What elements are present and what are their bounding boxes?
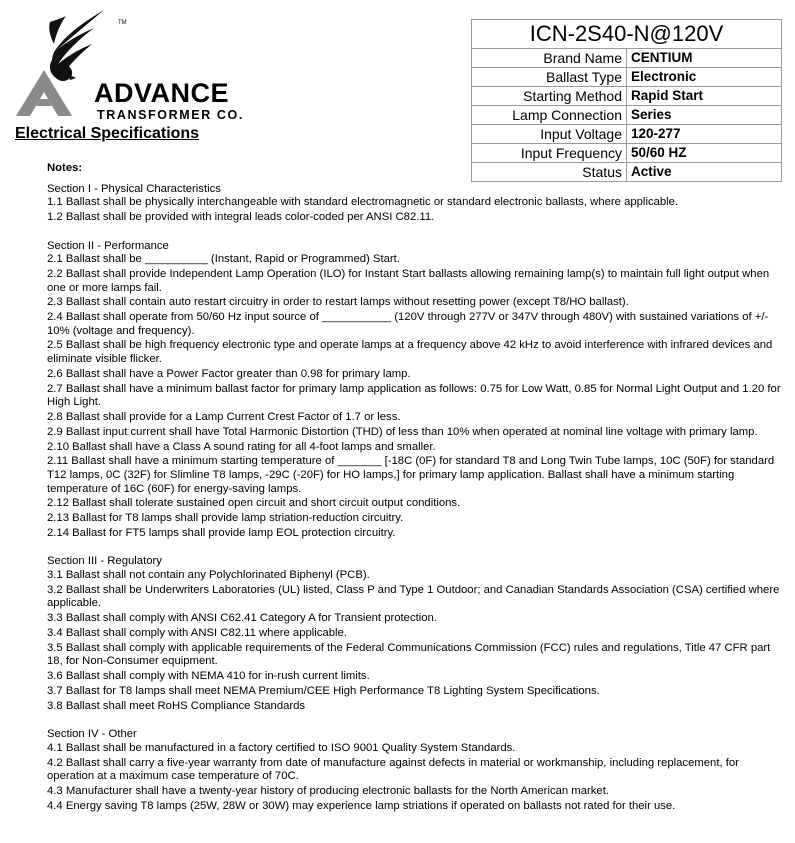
spec-item: 3.1 Ballast shall not contain any Polychlorinated Biphenyl (PCB). (47, 569, 370, 582)
spec-value: 50/60 HZ (627, 144, 782, 163)
trademark-mark: TM (118, 20, 127, 26)
spec-item: 2.5 Ballast shall be high frequency electronic type and operate lamps at a frequency above 42 kHz to avoid interference with infrared devices and eliminate visible flicker. (47, 339, 773, 366)
spec-item: 4.4 Energy saving T8 lamps (25W, 28W or 30W) may experience lamp striations if operated on ballasts not rated for their use. (47, 799, 676, 812)
spec-item: 1.1 Ballast shall be physically interchangeable with standard electromagnetic or standard electronic ballasts, where applicable. (47, 196, 679, 209)
section-performance (47, 240, 787, 541)
spec-item: 2.6 Ballast shall have a Power Factor greater than 0.98 for primary lamp. (47, 367, 411, 380)
spec-item: 4.2 Ballast shall carry a five-year warranty from date of manufacture against defects in material or workmanship, including replacement, for operation at a maximum case temperature of 70C. (47, 756, 739, 783)
model-row (472, 20, 782, 49)
section-title: Section I - Physical Characteristics (47, 182, 221, 195)
spec-item: 3.7 Ballast for T8 lamps shall meet NEMA Premium/CEE High Performance T8 Lighting System Specifications. (47, 684, 600, 697)
logo-company-subline: TRANSFORMER CO. (97, 108, 244, 122)
spec-item: 2.10 Ballast shall have a Class A sound rating for all 4-foot lamps and smaller. (47, 440, 436, 453)
spec-row (472, 106, 782, 125)
section-title: Section III - Regulatory (47, 555, 162, 568)
spec-item: 2.4 Ballast shall operate from 50/60 Hz input source of ___________ (120V through 277V or 347V through 480V) with sustained variations of +/- 10% (voltage and frequency). (47, 311, 769, 337)
spec-label: Input Frequency (472, 144, 627, 163)
spec-value: Electronic (627, 68, 782, 87)
spec-table (471, 19, 782, 182)
section-regulatory (47, 555, 787, 713)
spec-item: 3.3 Ballast shall comply with ANSI C62.41 Category A for Transient protection. (47, 612, 437, 625)
logo-company-name: ADVANCE (94, 78, 230, 108)
model-number: ICN-2S40-N@120V (472, 20, 782, 49)
spec-value: Series (627, 106, 782, 125)
spec-value: 120-277 (627, 125, 782, 144)
spec-label: Input Voltage (472, 125, 627, 144)
spec-row (472, 125, 782, 144)
section-other (47, 728, 787, 813)
notes-heading: Notes: (47, 162, 83, 174)
notes (47, 162, 787, 828)
page-title: Electrical Specifications (15, 125, 200, 142)
spec-item: 2.13 Ballast for T8 lamps shall provide lamp striation-reduction circuitry. (47, 512, 404, 525)
spec-item: 2.7 Ballast shall have a minimum ballast factor for primary lamp application as follows: 0.75 for Low Watt, 0.85 for Normal Light Output and 1.20 for High Light. (47, 382, 781, 409)
spec-item: 3.4 Ballast shall comply with ANSI C82.11 where applicable. (47, 627, 347, 639)
section-physical (47, 183, 787, 225)
spec-item: 2.2 Ballast shall provide Independent Lamp Operation (ILO) for Instant Start ballasts allowing remaining lamp(s) to maintain full light output when one or more lamps fail. (47, 267, 770, 294)
spec-label: Status (472, 163, 627, 182)
spec-item: 2.3 Ballast shall contain auto restart circuitry in order to restart lamps without resetting power (except T8/HO ballast). (47, 296, 629, 309)
spec-item: 2.14 Ballast for FT5 lamps shall provide lamp EOL protection circuitry. (47, 526, 396, 539)
spec-item: 3.5 Ballast shall comply with applicable requirements of the Federal Communications Commission (FCC) rules and regulations, Title 47 CFR part 18, for Non-Consumer equipment. (47, 641, 771, 668)
spec-item: 4.3 Manufacturer shall have a twenty-year history of producing electronic ballasts for the North American market. (47, 785, 609, 798)
spec-label: Ballast Type (472, 68, 627, 87)
spec-row (472, 87, 782, 106)
company-logo (14, 8, 259, 122)
spec-item: 2.8 Ballast shall provide for a Lamp Current Crest Factor of 1.7 or less. (47, 411, 401, 423)
spec-row (472, 144, 782, 163)
spec-item: 1.2 Ballast shall be provided with integral leads color-coded per ANSI C82.11. (47, 210, 435, 223)
spec-row (472, 49, 782, 68)
spec-label: Brand Name (472, 49, 627, 68)
spec-value: CENTIUM (627, 49, 782, 68)
section-title: Section IV - Other (47, 728, 137, 741)
spec-item: 3.6 Ballast shall comply with NEMA 410 for in-rush current limits. (47, 670, 370, 683)
spec-row (472, 68, 782, 87)
spec-item: 2.12 Ballast shall tolerate sustained open circuit and short circuit output conditions. (47, 497, 461, 510)
spec-item: 4.1 Ballast shall be manufactured in a factory certified to ISO 9001 Quality System Standards. (47, 741, 516, 754)
spec-label: Starting Method (472, 87, 627, 106)
spec-item: 2.9 Ballast input current shall have Total Harmonic Distortion (THD) of less than 10% when operated at nominal line voltage with primary lamp. (47, 425, 758, 438)
spec-item: 3.8 Ballast shall meet RoHS Compliance Standards (47, 699, 306, 712)
spec-item: 2.11 Ballast shall have a minimum starting temperature of _______ [-18C (0F) for standard T8 and Long Twin Tube lamps, 10C (50F) for standard T12 lamps, 0C (32F) for Slimline T8 lamps, -29C (-20F) for HO lamps,] for primary lamp application. Ballast shall have a minimum starting temperature of 16C (60F) for energy-saving lamps. (47, 455, 775, 495)
spec-item: 3.2 Ballast shall be Underwriters Laboratories (UL) listed, Class P and Type 1 Outdoor; and Canadian Standards Association (CSA) certified where applicable. (47, 583, 780, 610)
spec-item: 2.1 Ballast shall be __________ (Instant, Rapid or Programmed) Start. (47, 253, 400, 266)
spec-value: Rapid Start (627, 87, 782, 106)
spec-value: Active (627, 163, 782, 182)
section-title: Section II - Performance (47, 239, 169, 252)
spec-label: Lamp Connection (472, 106, 627, 125)
